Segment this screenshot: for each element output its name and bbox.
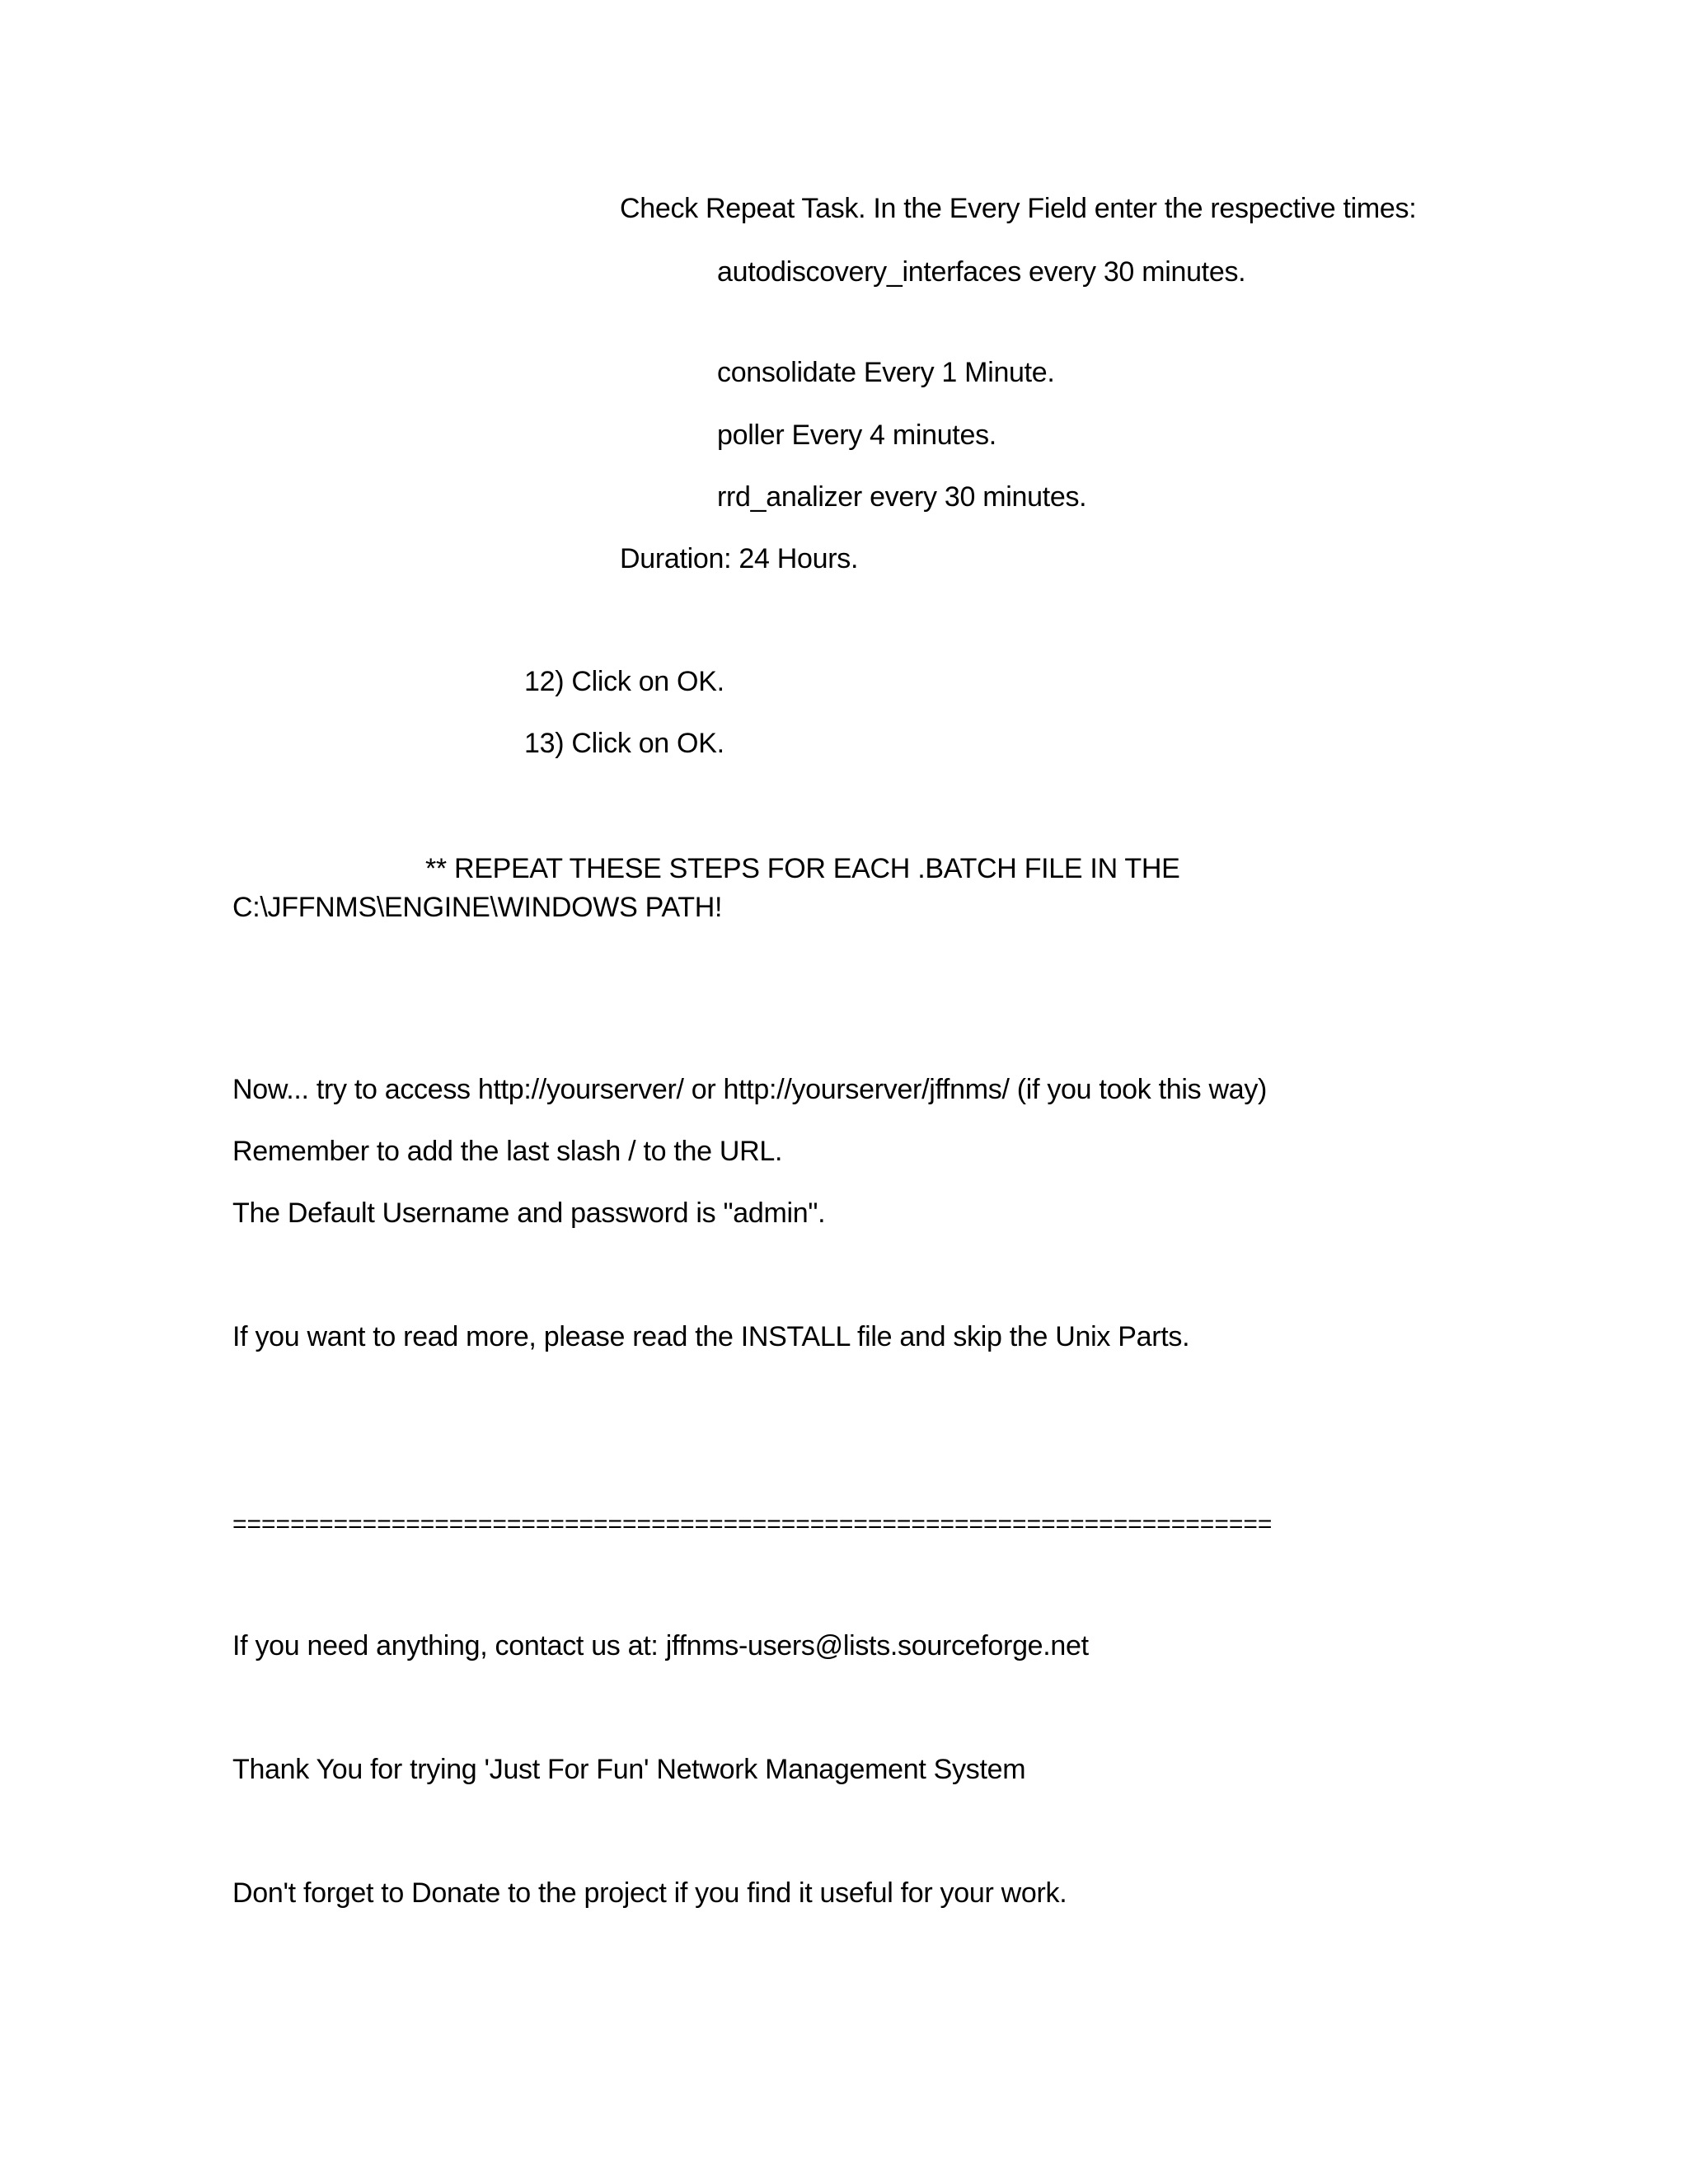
task-poller: poller Every 4 minutes. bbox=[717, 419, 996, 451]
access-instructions: Now... try to access http://yourserver/ or http://yourserver/jffnms/ (if you took this way) bbox=[232, 1074, 1268, 1105]
step-12: 12) Click on OK. bbox=[524, 666, 724, 697]
separator-line: ======================================================================== bbox=[232, 1511, 1273, 1538]
task-rrd-analizer: rrd_analizer every 30 minutes. bbox=[717, 481, 1087, 513]
task-autodiscovery: autodiscovery_interfaces every 30 minutes. bbox=[717, 256, 1246, 288]
repeat-task-instruction: Check Repeat Task. In the Every Field enter the respective times: bbox=[620, 193, 1417, 224]
repeat-note-line-1: ** REPEAT THESE STEPS FOR EACH .BATCH FILE IN THE bbox=[425, 853, 1180, 884]
thanks-line: Thank You for trying 'Just For Fun' Network Management System bbox=[232, 1754, 1026, 1785]
default-credentials: The Default Username and password is "admin". bbox=[232, 1197, 826, 1229]
donate-line: Don't forget to Donate to the project if you find it useful for your work. bbox=[232, 1877, 1067, 1909]
step-13: 13) Click on OK. bbox=[524, 728, 724, 759]
duration: Duration: 24 Hours. bbox=[620, 543, 859, 574]
contact-line: If you need anything, contact us at: jffnms-users@lists.sourceforge.net bbox=[232, 1630, 1089, 1661]
task-consolidate: consolidate Every 1 Minute. bbox=[717, 357, 1055, 388]
trailing-slash-reminder: Remember to add the last slash / to the URL. bbox=[232, 1136, 783, 1167]
read-more-note: If you want to read more, please read the INSTALL file and skip the Unix Parts. bbox=[232, 1321, 1190, 1352]
repeat-note-line-2: C:\JFFNMS\ENGINE\WINDOWS PATH! bbox=[232, 892, 723, 923]
